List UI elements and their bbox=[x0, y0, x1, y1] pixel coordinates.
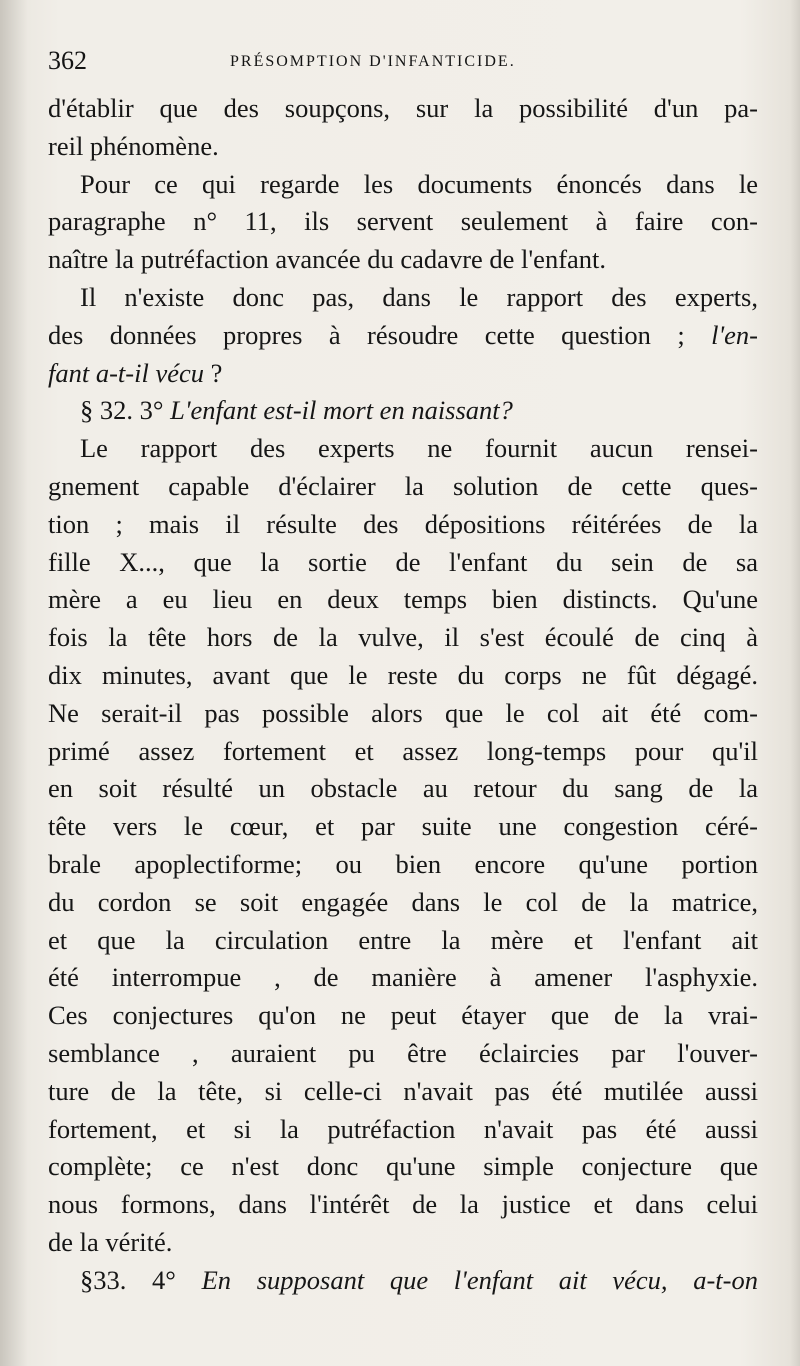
italic-text: fant a-t-il vécu bbox=[48, 357, 204, 388]
text-line bbox=[48, 468, 758, 506]
text-line bbox=[48, 241, 758, 279]
text-segment: gnement capable d'éclairer la solution de cette ques- bbox=[48, 470, 758, 501]
text-line bbox=[48, 392, 758, 430]
text-segment: complète; ce n'est donc qu'une simple conjecture que bbox=[48, 1151, 758, 1182]
text-segment: et que la circulation entre la mère et l'enfant ait bbox=[48, 924, 758, 955]
text-line bbox=[48, 959, 758, 997]
text-line bbox=[48, 1073, 758, 1111]
text-segment: été interrompue , de manière à amener l'asphyxie. bbox=[48, 962, 758, 993]
text-segment: tête vers le cœur, et par suite une congestion céré- bbox=[48, 811, 758, 842]
text-line bbox=[48, 1186, 758, 1224]
text-segment: ture de la tête, si celle-ci n'avait pas été mutilée aussi bbox=[48, 1075, 758, 1106]
text-line bbox=[48, 90, 758, 128]
text-segment: fois la tête hors de la vulve, il s'est écoulé de cinq à bbox=[48, 622, 758, 653]
text-segment: §33. 4° bbox=[80, 1264, 202, 1295]
text-segment: naître la putréfaction avancée du cadavre de l'enfant. bbox=[48, 244, 607, 275]
text-line bbox=[48, 695, 758, 733]
text-line bbox=[48, 128, 758, 166]
text-segment: ? bbox=[204, 357, 223, 388]
text-line bbox=[48, 355, 758, 393]
text-line bbox=[48, 1224, 758, 1262]
text-line bbox=[48, 430, 758, 468]
text-line bbox=[48, 317, 758, 355]
text-segment: brale apoplectiforme; ou bien encore qu'une portion bbox=[48, 848, 758, 879]
text-line bbox=[48, 733, 758, 771]
text-line bbox=[48, 506, 758, 544]
text-line bbox=[48, 544, 758, 582]
italic-text: En supposant que l'enfant ait vécu, a-t-on bbox=[201, 1264, 758, 1295]
text-segment: d'établir que des soupçons, sur la possibilité d'un pa- bbox=[48, 93, 758, 123]
text-segment: des données propres à résoudre cette question ; bbox=[48, 319, 712, 350]
text-line bbox=[48, 581, 758, 619]
running-head: PRÉSOMPTION D'INFANTICIDE. bbox=[230, 53, 516, 70]
text-line bbox=[48, 770, 758, 808]
text-line bbox=[48, 1035, 758, 1073]
text-segment: paragraphe n° 11, ils servent seulement à faire con- bbox=[48, 206, 758, 237]
text-segment: Le rapport des experts ne fournit aucun rensei- bbox=[80, 433, 758, 464]
text-line bbox=[48, 1111, 758, 1149]
text-segment: fortement, et si la putréfaction n'avait pas été aussi bbox=[48, 1113, 758, 1144]
italic-text: l'en- bbox=[711, 319, 758, 350]
text-segment: semblance , auraient pu être éclaircies par l'ouver- bbox=[48, 1037, 758, 1068]
text-segment: Ne serait-il pas possible alors que le col ait été com- bbox=[48, 697, 758, 728]
body-text bbox=[48, 90, 758, 1300]
text-segment: en soit résulté un obstacle au retour du sang de la bbox=[48, 773, 758, 804]
text-segment: Pour ce qui regarde les documents énoncés dans le bbox=[80, 168, 758, 199]
page-number: 362 bbox=[48, 46, 87, 75]
text-line bbox=[48, 166, 758, 204]
text-line bbox=[48, 808, 758, 846]
text-line bbox=[48, 657, 758, 695]
text-segment: du cordon se soit engagée dans le col de la matrice, bbox=[48, 886, 758, 917]
text-line bbox=[48, 1262, 758, 1300]
text-line bbox=[48, 203, 758, 241]
text-line bbox=[48, 1148, 758, 1186]
text-segment: mère a eu lieu en deux temps bien distincts. Qu'une bbox=[48, 584, 758, 615]
text-line bbox=[48, 922, 758, 960]
text-segment: Ces conjectures qu'on ne peut étayer que de la vrai- bbox=[48, 1000, 758, 1031]
text-segment: Il n'existe donc pas, dans le rapport des experts, bbox=[80, 281, 758, 312]
text-segment: de la vérité. bbox=[48, 1226, 173, 1257]
text-line bbox=[48, 279, 758, 317]
italic-text: L'enfant est-il mort en naissant? bbox=[170, 395, 513, 426]
page-header bbox=[48, 46, 758, 76]
text-line bbox=[48, 619, 758, 657]
text-segment: tion ; mais il résulte des dépositions réitérées de la bbox=[48, 508, 758, 539]
text-line bbox=[48, 846, 758, 884]
text-line bbox=[48, 997, 758, 1035]
text-line bbox=[48, 884, 758, 922]
text-segment: primé assez fortement et assez long-temps pour qu'il bbox=[48, 735, 758, 766]
text-segment: reil phénomène. bbox=[48, 130, 219, 161]
text-segment: fille X..., que la sortie de l'enfant du sein de sa bbox=[48, 546, 758, 577]
text-segment: dix minutes, avant que le reste du corps ne fût dégagé. bbox=[48, 659, 758, 690]
text-segment: § 32. 3° bbox=[80, 395, 171, 426]
text-segment: nous formons, dans l'intérêt de la justice et dans celui bbox=[48, 1189, 758, 1220]
